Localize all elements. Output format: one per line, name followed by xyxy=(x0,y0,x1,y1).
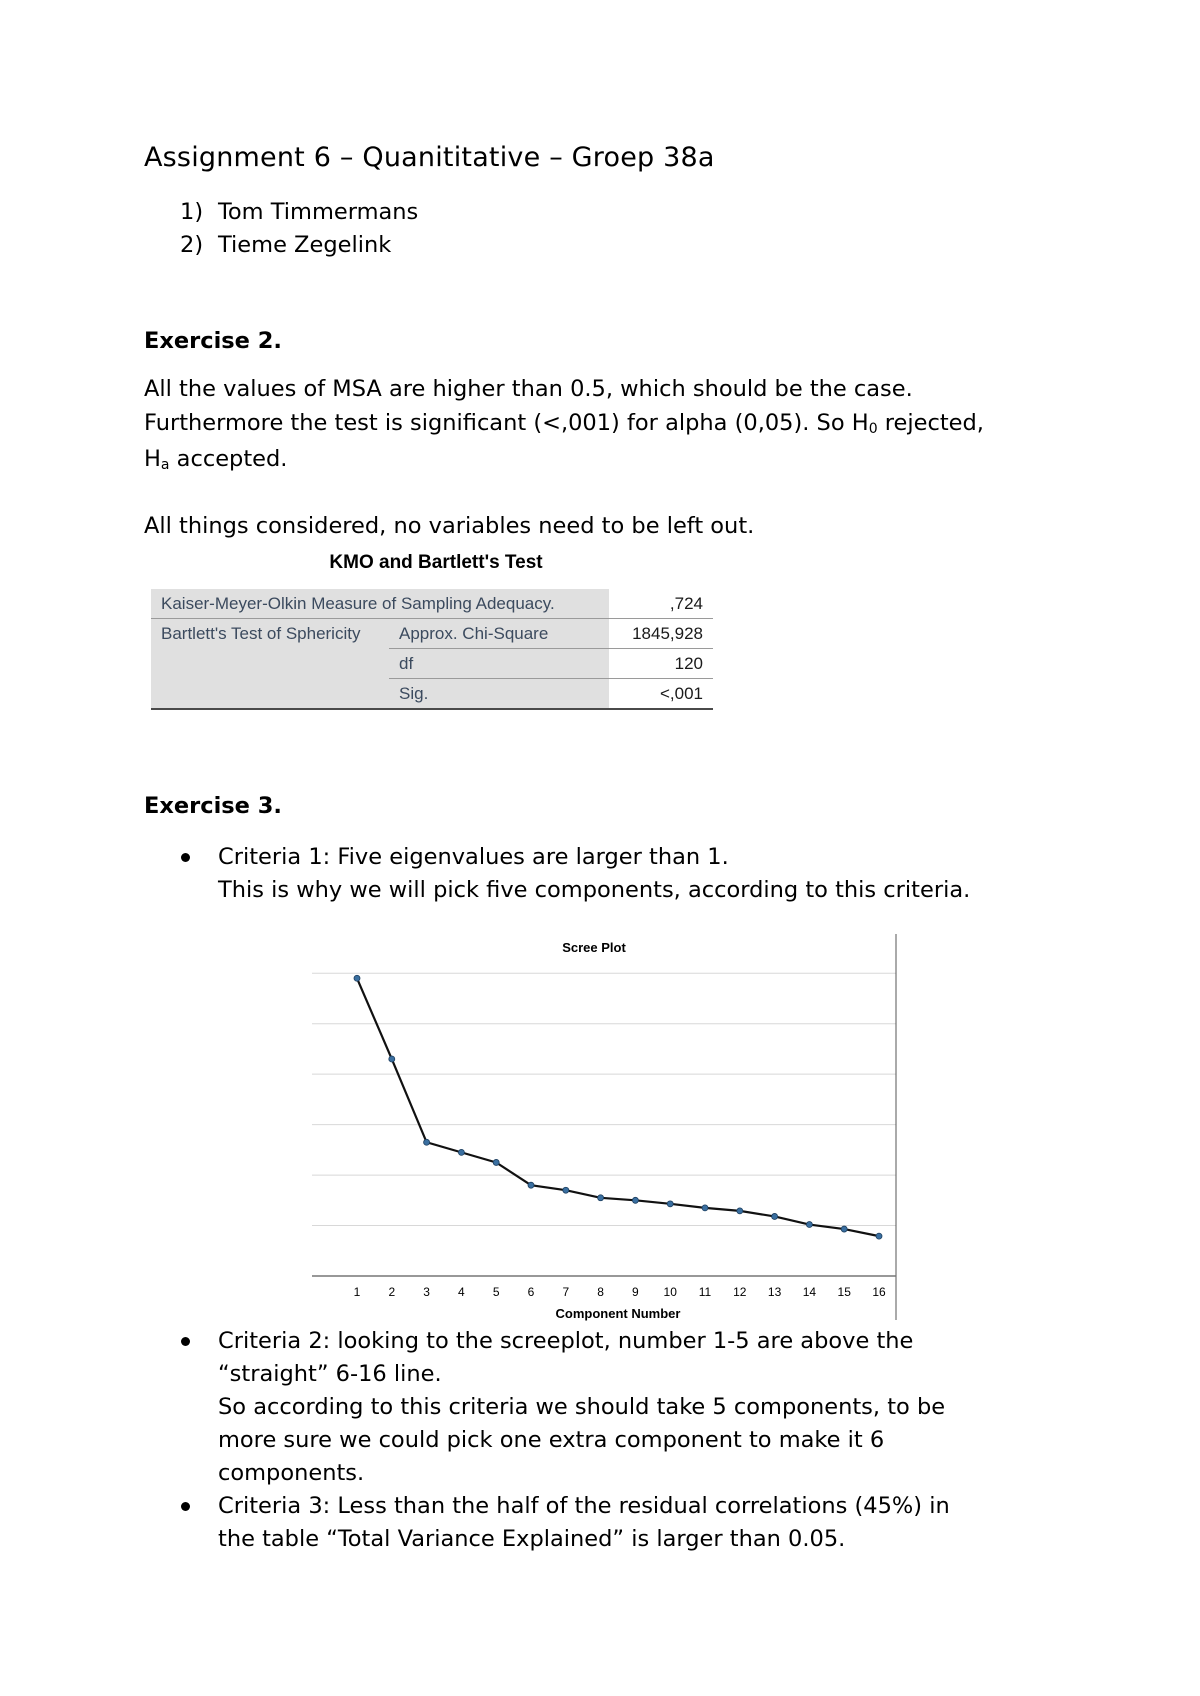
data-point xyxy=(424,1139,430,1145)
data-point xyxy=(702,1205,708,1211)
list-item xyxy=(180,1490,950,1556)
member-name: Tieme Zegelink xyxy=(218,232,392,258)
empty-cell xyxy=(151,679,389,710)
table-row xyxy=(151,589,713,619)
subscript: 0 xyxy=(868,421,878,437)
x-tick-label: 8 xyxy=(597,1285,604,1299)
table-row xyxy=(151,679,713,710)
data-point xyxy=(598,1195,604,1201)
text-line: more sure we could pick one extra component to make it 6 xyxy=(218,1427,885,1453)
data-point xyxy=(354,975,360,981)
document-title: Assignment 6 – Quanititative – Groep 38a xyxy=(144,142,715,173)
text-line: So according to this criteria we should take 5 components, to be xyxy=(218,1394,946,1420)
list-item xyxy=(180,196,418,229)
member-name: Tom Timmermans xyxy=(218,199,419,225)
bullet-icon xyxy=(181,1502,190,1511)
x-tick-label: 11 xyxy=(698,1285,712,1299)
exercise2-line4: All things considered, no variables need to be left out. xyxy=(144,513,755,539)
chi-value: 1845,928 xyxy=(609,619,713,649)
data-point xyxy=(632,1197,638,1203)
data-point xyxy=(563,1187,569,1193)
x-tick-label: 9 xyxy=(632,1285,639,1299)
x-axis-label: Component Number xyxy=(555,1306,681,1321)
text-line: “straight” 6-16 line. xyxy=(218,1361,442,1387)
x-tick-label: 7 xyxy=(562,1285,570,1299)
list-number: 1) xyxy=(180,199,204,225)
series-line xyxy=(357,978,879,1236)
bullet-icon xyxy=(181,853,190,862)
exercise2-heading: Exercise 2. xyxy=(144,328,282,354)
sig-label: Sig. xyxy=(389,679,609,710)
kmo-table-title: KMO and Bartlett's Test xyxy=(329,552,543,573)
list-item xyxy=(180,841,970,907)
df-value: 120 xyxy=(609,649,713,679)
text-span: Furthermore the test is significant (<,001) for alpha (0,05). So H xyxy=(144,410,869,436)
bartlett-label: Bartlett's Test of Sphericity xyxy=(151,619,389,649)
text-line: the table “Total Variance Explained” is larger than 0.05. xyxy=(218,1526,846,1552)
data-point xyxy=(667,1201,673,1207)
kmo-table xyxy=(151,589,713,710)
text-line: This is why we will pick five components, according to this criteria. xyxy=(218,877,971,903)
text-line: Criteria 2: looking to the screeplot, number 1-5 are above the xyxy=(218,1328,914,1354)
x-tick-label: 1 xyxy=(353,1285,361,1299)
data-point xyxy=(528,1182,534,1188)
data-point xyxy=(876,1233,882,1239)
kmo-label: Kaiser-Meyer-Olkin Measure of Sampling Adequacy. xyxy=(151,589,609,619)
chart-title: Scree Plot xyxy=(562,940,626,955)
member-list xyxy=(180,196,418,262)
sig-value: <,001 xyxy=(609,679,713,710)
exercise2-line1: All the values of MSA are higher than 0.5, which should be the case. xyxy=(144,376,913,402)
kmo-value: ,724 xyxy=(609,589,713,619)
x-tick-label: 13 xyxy=(767,1285,782,1299)
bullet-icon xyxy=(181,1337,190,1346)
criteria-list xyxy=(180,1325,950,1556)
data-point xyxy=(493,1159,499,1165)
list-number: 2) xyxy=(180,232,204,258)
list-item xyxy=(180,1325,950,1490)
exercise2-line3 xyxy=(144,446,287,473)
text-line: Criteria 1: Five eigenvalues are larger than 1. xyxy=(218,844,729,870)
x-tick-label: 14 xyxy=(802,1285,817,1299)
chi-label: Approx. Chi-Square xyxy=(389,619,609,649)
x-tick-labels xyxy=(354,1285,886,1299)
x-tick-label: 15 xyxy=(837,1285,851,1299)
criteria1-list xyxy=(180,841,970,907)
scree-plot-chart xyxy=(300,928,905,1328)
exercise2-line2 xyxy=(144,410,984,437)
data-point xyxy=(458,1149,464,1155)
text-line: Criteria 3: Less than the half of the residual correlations (45%) in xyxy=(218,1493,950,1519)
data-point xyxy=(737,1208,743,1214)
x-tick-label: 2 xyxy=(388,1285,396,1299)
x-tick-label: 5 xyxy=(492,1285,500,1299)
x-tick-label: 10 xyxy=(663,1285,677,1299)
table-row xyxy=(151,619,713,649)
x-tick-label: 12 xyxy=(733,1285,747,1299)
table-row xyxy=(151,649,713,679)
data-point xyxy=(772,1213,778,1219)
text-span: accepted. xyxy=(169,446,288,472)
chart-grid xyxy=(312,973,896,1225)
data-point xyxy=(389,1056,395,1062)
list-item xyxy=(180,229,418,262)
text-span: H xyxy=(144,446,161,472)
text-span: rejected, xyxy=(877,410,984,436)
x-tick-label: 6 xyxy=(527,1285,535,1299)
subscript: a xyxy=(160,457,170,473)
empty-cell xyxy=(151,649,389,679)
text-line: components. xyxy=(218,1460,365,1486)
exercise3-heading: Exercise 3. xyxy=(144,793,282,819)
df-label: df xyxy=(389,649,609,679)
x-tick-label: 4 xyxy=(458,1285,465,1299)
data-point xyxy=(841,1226,847,1232)
data-point xyxy=(806,1222,812,1228)
x-tick-label: 3 xyxy=(423,1285,430,1299)
x-tick-label: 16 xyxy=(872,1285,886,1299)
